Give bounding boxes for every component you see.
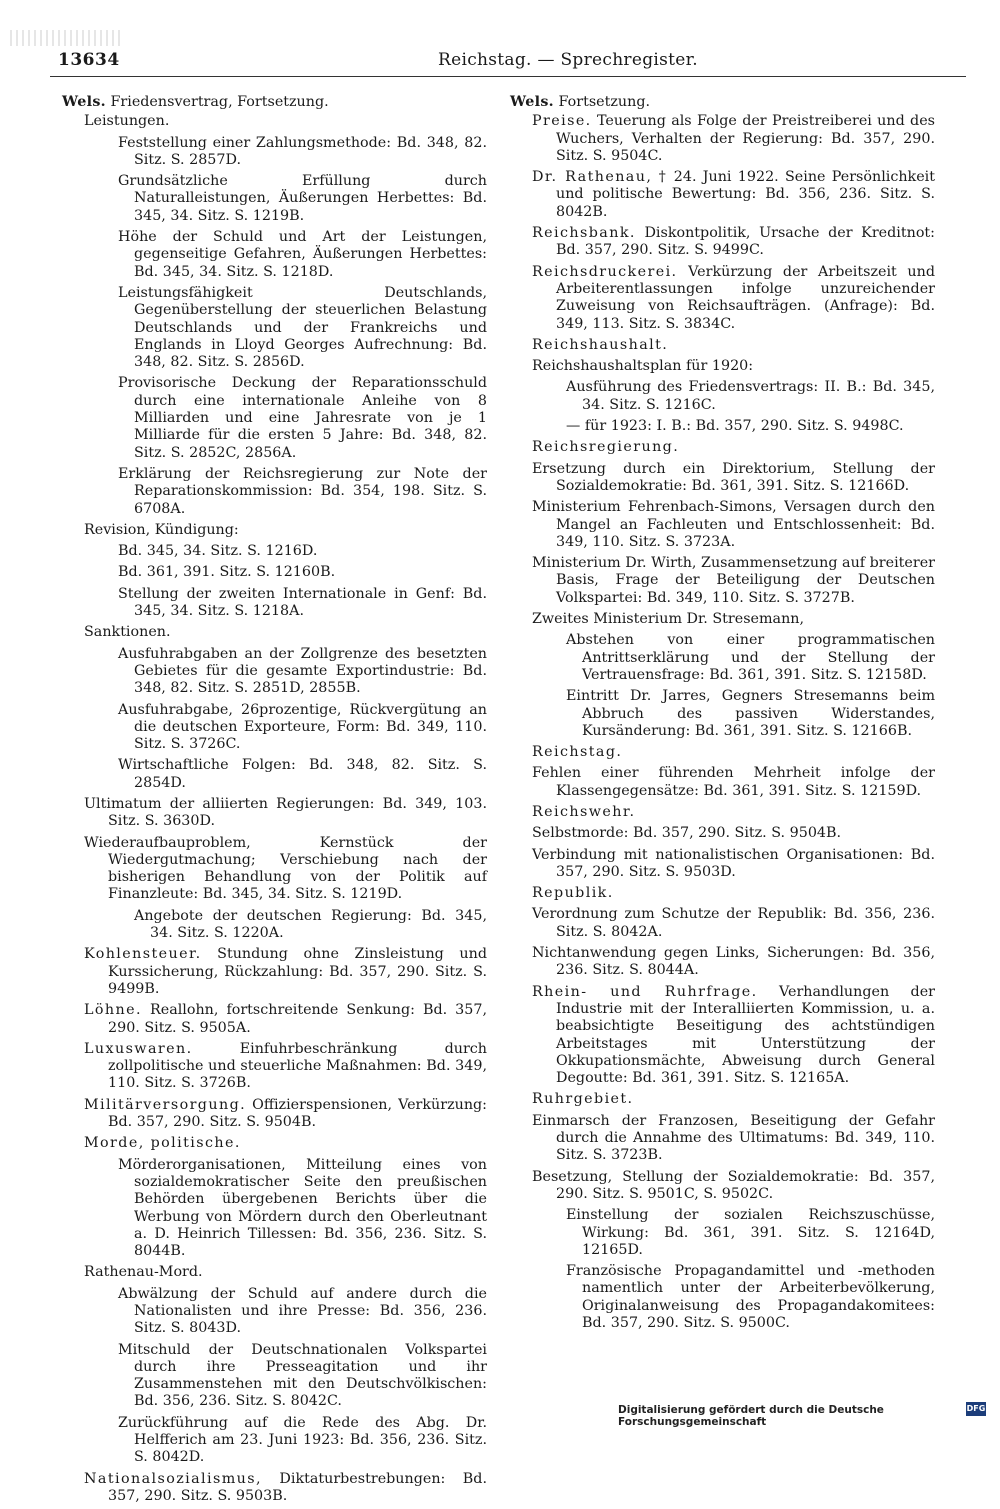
register-entry bbox=[510, 113, 935, 165]
entry-text: Offizierspensionen, Verkürzung: Bd. 357, 290. Sitz. S. 9504B. bbox=[108, 1096, 487, 1131]
subject-heading: Nationalsozialismus, bbox=[84, 1470, 262, 1487]
entry-text: Ersetzung durch ein Direktorium, Stellung der Sozialdemokratie: Bd. 361, 391. Sitz. S. 12166D. bbox=[532, 460, 935, 494]
subject-heading: Kohlensteuer. bbox=[84, 946, 202, 963]
register-entry bbox=[510, 611, 935, 628]
register-entry bbox=[510, 418, 935, 435]
entry-text: Bd. 345, 34. Sitz. S. 1216D. bbox=[118, 543, 318, 560]
entry-text: Fehlen einer führenden Mehrheit infolge der Klassengegensätze: Bd. 361, 391. Sitz. S. 12159D. bbox=[532, 765, 935, 799]
entry-text: Zurückführung auf die Rede des Abg. Dr. Helfferich am 23. Juni 1923: Bd. 356, 236. Sitz. S. 8042D. bbox=[118, 1414, 487, 1466]
register-entry bbox=[510, 906, 935, 941]
entry-text: Angebote der deutschen Regierung: Bd. 345, 34. Sitz. S. 1220A. bbox=[134, 907, 487, 942]
entry-text: Abstehen von einer programmatischen Antrittserklärung und der Stellung der Vertrauensfrage: Bd. 361, 391. Sitz. S. 12158D. bbox=[566, 632, 935, 683]
register-entry bbox=[510, 632, 935, 684]
register-entry bbox=[510, 688, 935, 740]
entry-text: Verordnung zum Schutze der Republik: Bd. 356, 236. Sitz. S. 8042A. bbox=[532, 906, 935, 940]
register-entry bbox=[62, 1041, 487, 1093]
subject-heading: Reichshaushalt. bbox=[532, 336, 669, 353]
register-entry bbox=[510, 825, 935, 842]
register-entry bbox=[62, 1342, 487, 1411]
register-entry bbox=[62, 1264, 487, 1281]
speaker-name: Wels. bbox=[510, 94, 554, 110]
subject-heading: Reichstag. bbox=[532, 744, 623, 761]
subject-heading: Reichswehr. bbox=[532, 803, 636, 820]
entry-text: Eintritt Dr. Jarres, Gegners Stresemanns beim Abbruch des passiven Widerstandes, Kursänderung: Bd. 361, 391. Sitz. S. 12166B. bbox=[566, 688, 935, 739]
register-entry bbox=[510, 1113, 935, 1165]
register-entry bbox=[510, 337, 935, 354]
register-entry bbox=[510, 225, 935, 260]
register-entry bbox=[510, 945, 935, 980]
entry-text: Selbstmorde: Bd. 357, 290. Sitz. S. 9504B. bbox=[532, 825, 842, 842]
entry-text: Leistungsfähigkeit Deutschlands, Gegenüberstellung der steuerlichen Belastung Deutschlands und der Frankreichs und Englands in Lloyd Georges Aufrechnung: Bd. 348, 82. Sitz. S. 2856D. bbox=[118, 284, 487, 371]
entry-text: Revision, Kündigung: bbox=[84, 521, 239, 538]
subject-heading: Republik. bbox=[532, 885, 614, 902]
register-entry bbox=[510, 804, 935, 821]
entry-text: Zweites Ministerium Dr. Stresemann, bbox=[532, 611, 805, 628]
register-entry bbox=[510, 847, 935, 882]
register-entry bbox=[510, 1263, 935, 1332]
entry-text: Ministerium Dr. Wirth, Zusammensetzung auf breiterer Basis, Frage der Beteiligung der Deutschen Volkspartei: Bd. 349, 110. Sitz. S. 3727B. bbox=[532, 555, 935, 606]
entry-text: Ausfuhrabgabe, 26prozentige, Rückvergütung an die deutschen Exporteure, Form: Bd. 349, 110. Sitz. S. 3726C. bbox=[118, 701, 487, 753]
register-entry bbox=[62, 285, 487, 371]
right-column bbox=[510, 94, 935, 1336]
register-entry bbox=[62, 702, 487, 754]
speaker-name: Wels. bbox=[62, 94, 106, 110]
entry-text: Teuerung als Folge der Preistreiberei und des Wuchers, Verhalten der Regierung: Bd. 357, 290. Sitz. S. 9504C. bbox=[556, 113, 935, 164]
entry-text: Reallohn, fortschreitende Senkung: Bd. 357, 290. Sitz. S. 9505A. bbox=[108, 1002, 487, 1036]
entry-text: Grundsätzliche Erfüllung durch Naturalleistungen, Äußerungen Herbettes: Bd. 345, 34. Sitz. S. 1219B. bbox=[118, 173, 487, 224]
subject-heading: Dr. Rathenau, bbox=[532, 169, 653, 186]
entry-text: Diktaturbestrebungen: Bd. 357, 290. Sitz. S. 9503B. bbox=[108, 1470, 487, 1504]
entry-text: Ausfuhrabgaben an der Zollgrenze des besetzten Gebietes für die gesamte Exportindustrie: Bd. 348, 82. Sitz. S. 2851D, 2855B. bbox=[118, 645, 487, 697]
register-entry bbox=[510, 379, 935, 414]
register-entry bbox=[510, 744, 935, 761]
entry-text: Stellung der zweiten Internationale in Genf: Bd. 345, 34. Sitz. S. 1218A. bbox=[118, 585, 487, 620]
header-rule bbox=[50, 76, 966, 77]
register-entry bbox=[510, 1207, 935, 1259]
register-entry bbox=[62, 113, 487, 130]
entry-text: Einfuhrbeschränkung durch zollpolitische und steuerliche Maßnahmen: Bd. 349, 110. Sitz. S. 3726B. bbox=[108, 1040, 487, 1092]
entry-text: Wirtschaftliche Folgen: Bd. 348, 82. Sitz. S. 2854D. bbox=[118, 757, 487, 791]
entry-text: Abwälzung der Schuld auf andere durch die Nationalisten und ihre Presse: Bd. 356, 236. Sitz. S. 8043D. bbox=[118, 1285, 487, 1337]
entry-text: Feststellung einer Zahlungsmethode: Bd. 348, 82. Sitz. S. 2857D. bbox=[118, 134, 487, 168]
entry-text: Sanktionen. bbox=[84, 624, 171, 641]
entry-text: Bd. 361, 391. Sitz. S. 12160B. bbox=[118, 564, 336, 581]
entry-text: Erklärung der Reichsregierung zur Note der Reparationskommission: Bd. 354, 198. Sitz. S. 6708A. bbox=[118, 465, 487, 517]
entry-text: Friedensvertrag, Fortsetzung. bbox=[105, 94, 329, 110]
register-entry bbox=[62, 1135, 487, 1152]
entry-text: Verkürzung der Arbeitszeit und Arbeiterentlassungen infolge unzureichender Zuweisung von Reichsaufträgen. (Anfrage): Bd. 349, 113. Sitz. S. 3834C. bbox=[556, 263, 935, 332]
subject-heading: Ruhrgebiet. bbox=[532, 1091, 634, 1108]
subject-heading: Luxuswaren. bbox=[84, 1040, 193, 1057]
entry-text: Französische Propagandamittel und -methoden namentlich unter der Arbeiterbevölkerung, Originalanweisung des Propagandakomitees: Bd. 357, 290. Sitz. S. 9500C. bbox=[566, 1263, 935, 1331]
funding-note: Digitalisierung gefördert durch die Deutsche Forschungsgemeinschaft bbox=[618, 1404, 884, 1428]
register-entry bbox=[62, 1097, 487, 1132]
entry-text: Fortsetzung. bbox=[553, 94, 651, 110]
register-entry bbox=[62, 1157, 487, 1261]
register-entry bbox=[62, 229, 487, 281]
entry-text: Ultimatum der alliierten Regierungen: Bd. 349, 103. Sitz. S. 3630D. bbox=[84, 795, 487, 830]
entry-text: Ministerium Fehrenbach-Simons, Versagen durch den Mangel an Fachleuten und Entschlossenheit: Bd. 349, 110. Sitz. S. 3723A. bbox=[532, 499, 935, 550]
register-entry bbox=[510, 358, 935, 375]
page-header bbox=[46, 50, 966, 72]
register-entry bbox=[510, 555, 935, 607]
register-entry bbox=[62, 796, 487, 831]
register-entry bbox=[510, 94, 935, 111]
left-column bbox=[62, 94, 487, 1509]
entry-text: Nichtanwendung gegen Links, Sicherungen: Bd. 356, 236. Sitz. S. 8044A. bbox=[532, 945, 935, 979]
register-entry bbox=[62, 173, 487, 225]
subject-heading: Löhne. bbox=[84, 1002, 142, 1019]
subject-heading: Reichsbank. bbox=[532, 225, 636, 242]
register-entry bbox=[510, 264, 935, 333]
entry-text: Reichshaushaltsplan für 1920: bbox=[532, 358, 754, 375]
register-entry bbox=[510, 439, 935, 456]
register-entry bbox=[62, 1415, 487, 1467]
subject-heading: Morde, politische. bbox=[84, 1135, 241, 1152]
entry-text: Verbindung mit nationalistischen Organisationen: Bd. 357, 290. Sitz. S. 9503D. bbox=[532, 846, 935, 880]
register-entry bbox=[510, 984, 935, 1088]
register-entry bbox=[510, 1169, 935, 1204]
register-entry bbox=[510, 499, 935, 551]
register-entry bbox=[62, 135, 487, 170]
register-entry bbox=[62, 835, 487, 904]
register-entry bbox=[62, 1471, 487, 1506]
subject-heading: Preise. bbox=[532, 113, 592, 130]
register-entry bbox=[510, 765, 935, 800]
register-entry bbox=[62, 564, 487, 581]
entry-text: Einmarsch der Franzosen, Beseitigung der Gefahr durch die Annahme des Ultimatums: Bd. 349, 110. Sitz. S. 3723B. bbox=[532, 1112, 935, 1164]
register-entry bbox=[62, 466, 487, 518]
dfg-logo: DFG bbox=[966, 1402, 986, 1416]
entry-text: Stundung ohne Zinsleistung und Kurssicherung, Rückzahlung: Bd. 357, 290. Sitz. S. 9499B. bbox=[108, 946, 487, 997]
register-entry bbox=[62, 522, 487, 539]
entry-text: Höhe der Schuld und Art der Leistungen, gegenseitige Gefahren, Äußerungen Herbettes: Bd. 345, 34. Sitz. S. 1218D. bbox=[118, 229, 487, 280]
entry-text: Diskontpolitik, Ursache der Kreditnot: Bd. 357, 290. Sitz. S. 9499C. bbox=[556, 225, 935, 259]
register-entry bbox=[62, 946, 487, 998]
entry-text: — für 1923: I. B.: Bd. 357, 290. Sitz. S. 9498C. bbox=[566, 418, 904, 435]
register-entry bbox=[62, 1286, 487, 1338]
register-entry bbox=[62, 908, 487, 943]
register-entry bbox=[62, 624, 487, 641]
register-entry bbox=[62, 543, 487, 560]
register-entry bbox=[510, 885, 935, 902]
register-entry bbox=[510, 461, 935, 496]
register-entry bbox=[62, 94, 487, 111]
page-number: 13634 bbox=[58, 50, 120, 70]
register-entry bbox=[62, 1002, 487, 1037]
entry-text: Mitschuld der Deutschnationalen Volkspartei durch ihre Presseagitation und ihr Zusammenstehen mit den Deutschvölkischen: Bd. 356, 236. Sitz. S. 8042C. bbox=[118, 1341, 487, 1410]
entry-text: Besetzung, Stellung der Sozialdemokratie: Bd. 357, 290. Sitz. S. 9501C, S. 9502C. bbox=[532, 1168, 935, 1202]
subject-heading: Rhein- und Ruhrfrage. bbox=[532, 983, 758, 1000]
entry-text: Leistungen. bbox=[84, 113, 170, 130]
entry-text: † 24. Juni 1922. Seine Persönlichkeit und politische Bewertung: Bd. 356, 236. Sitz. S. 8042B. bbox=[556, 169, 936, 220]
register-entry bbox=[62, 586, 487, 621]
entry-text: Verhandlungen der Industrie mit der Interalliierten Kommission, u. a. beabsichtigte Beseitigung des achtstündigen Arbeitstages mit Unterstützung der Okkupationsmächte, Abweisung durch General Degoutte: Bd. 361, 391. Sitz. S. 12165A. bbox=[556, 983, 935, 1087]
register-entry bbox=[510, 1091, 935, 1108]
subject-heading: Reichsdruckerei. bbox=[532, 263, 678, 280]
subject-heading: Militärversorgung. bbox=[84, 1096, 247, 1113]
entry-text: Mörderorganisationen, Mitteilung eines von sozialdemokratischer Seite den preußischen Behörden übergebenen Berichts über die Werbung von Mördern durch den Oberleutnant a. D. Heinrich Tillessen: Bd. 356, 236. Sitz. S. 8044B. bbox=[118, 1156, 487, 1260]
entry-text: Ausführung des Friedensvertrags: II. B.: Bd. 345, 34. Sitz. S. 1216C. bbox=[566, 379, 935, 413]
register-entry bbox=[62, 757, 487, 792]
register-entry bbox=[62, 646, 487, 698]
entry-text: Wiederaufbauproblem, Kernstück der Wiedergutmachung; Verschiebung nach der bisherigen Behandlung von der Politik auf Finanzleute: Bd. 345, 34. Sitz. S. 1219D. bbox=[84, 834, 487, 903]
register-entry bbox=[510, 169, 935, 221]
register-entry bbox=[62, 375, 487, 461]
entry-text: Einstellung der sozialen Reichszuschüsse, Wirkung: Bd. 361, 391. Sitz. S. 12164D, 12165D. bbox=[566, 1207, 935, 1258]
subject-heading: Reichsregierung. bbox=[532, 439, 680, 456]
scan-smudge bbox=[10, 30, 120, 46]
running-title: Reichstag. — Sprechregister. bbox=[438, 50, 698, 70]
entry-text: Provisorische Deckung der Reparationsschuld durch eine internationale Anleihe von 8 Milliarden und eine Jahresrate von je 1 Milliarde für die ersten 5 Jahre: Bd. 348, 82. Sitz. S. 2852C, 2856A. bbox=[118, 375, 487, 461]
entry-text: Rathenau-Mord. bbox=[84, 1264, 203, 1281]
